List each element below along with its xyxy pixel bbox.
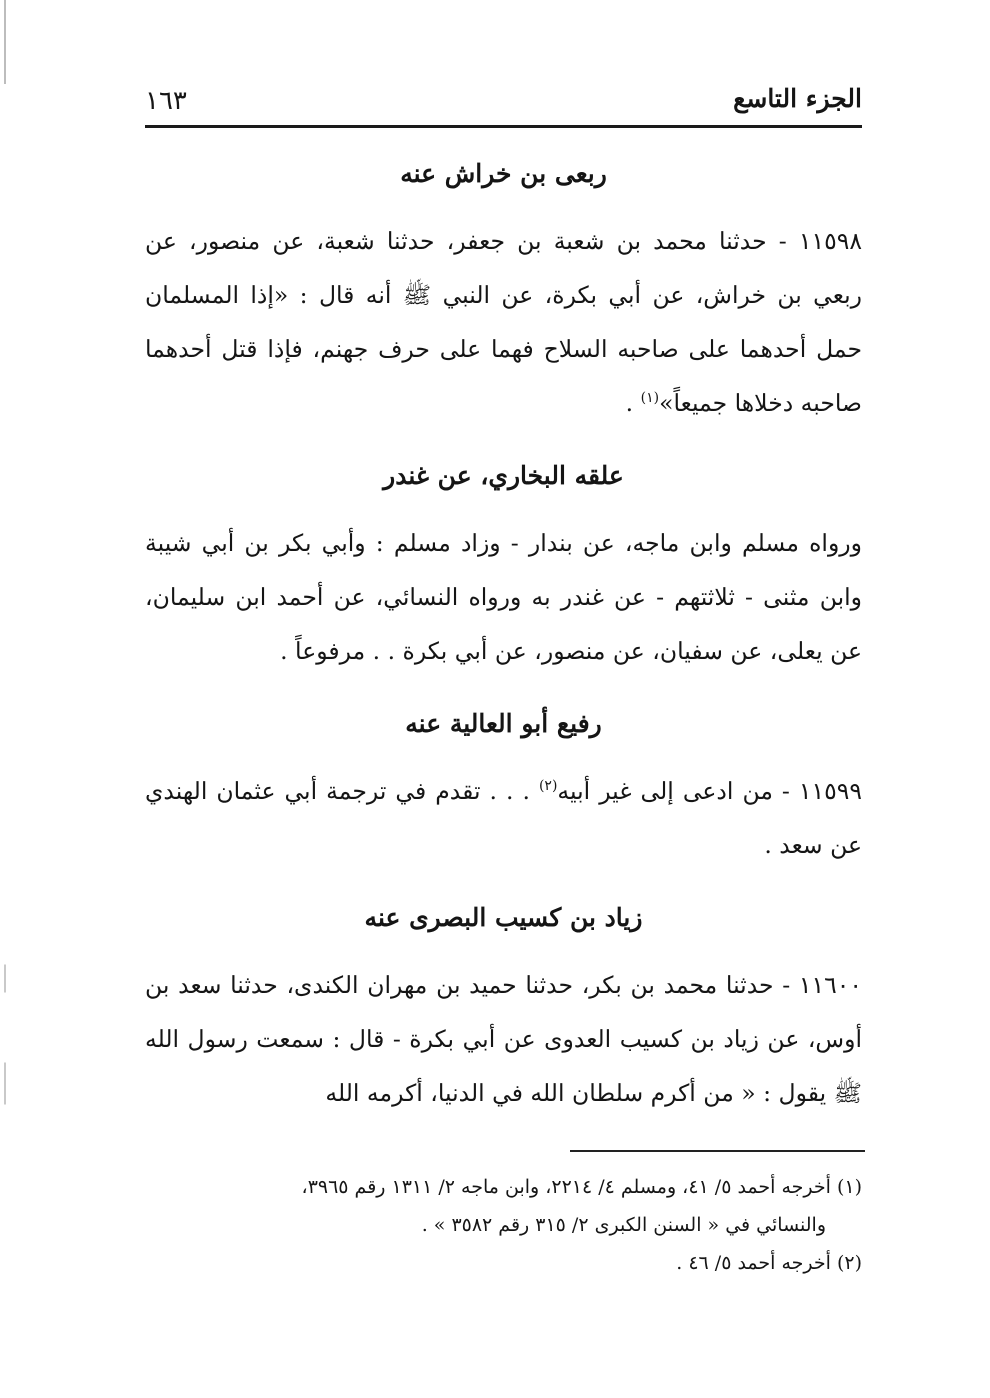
footnote-1-line2: والنسائي في « السنن الكبرى ٢/ ٣١٥ رقم ٣٥٨٢ » . <box>421 1214 826 1236</box>
section-heading-rafi: رفيع أبو العالية عنه <box>405 709 602 738</box>
hadith-11599-text: ١١٥٩٩ - من ادعى إلى غير أبيه <box>557 777 862 805</box>
hadith-11599 <box>145 764 862 872</box>
hadith-11598-text: ١١٥٩٨ - حدثنا محمد بن شعبة بن جعفر، حدثنا شعبة، عن منصور، عن ربعي بن خراش، عن أبي بكرة، عن النبي ﷺ أنه قال : «إذا المسلمان حمل أحدهما على صاحبه السلاح فهما على حرف جهنم، فإذا قتل أحدهما صاحبه دخلاها جميعاً» <box>145 227 862 417</box>
header-rule <box>145 125 862 128</box>
page-header <box>145 78 862 122</box>
footnote-ref-2[interactable]: (٢) <box>538 778 558 795</box>
footnote-2 <box>145 1244 862 1282</box>
hadith-11600: ١١٦٠٠ - حدثنا محمد بن بكر، حدثنا حميد بن مهران الكندى، حدثنا سعد بن أوس، عن زياد بن كسيب العدوى عن أبي بكرة - قال : سمعت رسول الله ﷺ يقول : « من أكرم سلطان الله في الدنيا، أكرمه الله <box>145 971 862 1107</box>
page-body <box>145 150 862 1120</box>
footnote-1-line1: (١) أخرجه أحمد ٥/ ٤١، ومسلم ٤/ ٢٢١٤، وابن ماجه ٢/ ١٣١١ رقم ٣٩٦٥، <box>301 1176 862 1198</box>
narration-paragraph: ورواه مسلم وابن ماجه، عن بندار - وزاد مسلم : وأبي بكر بن أبي شيبة وابن مثنى - ثلاثتهم - عن غندر به ورواه النسائي، عن أحمد ابن سليمان، عن يعلى، عن سفيان، عن منصور، عن أبي بكرة . . مرفوعاً . <box>145 529 862 665</box>
page-number: ١٦٣ <box>145 86 187 116</box>
footnote-2-line1: (٢) أخرجه أحمد ٥/ ٤٦ . <box>676 1252 862 1274</box>
running-title: الجزء التاسع <box>733 84 862 113</box>
hadith-11598-tail: . <box>625 389 641 417</box>
footnote-ref-1[interactable]: (١) <box>640 390 660 407</box>
section-heading-rabii: ربعى بن خراش عنه <box>400 159 607 188</box>
footnote-1 <box>145 1168 862 1244</box>
section-heading-ziyad: زياد بن كسيب البصرى عنه <box>364 903 643 932</box>
hadith-11599-tail: . . . تقدم في ترجمة أبي عثمان الهندي عن سعد . <box>145 777 862 859</box>
footnotes <box>145 1168 862 1282</box>
section-heading-bukhari: علقه البخاري، عن غندر <box>383 461 624 490</box>
hadith-11598 <box>145 214 862 430</box>
footnote-rule <box>570 1150 865 1152</box>
scan-edge <box>4 0 6 1398</box>
